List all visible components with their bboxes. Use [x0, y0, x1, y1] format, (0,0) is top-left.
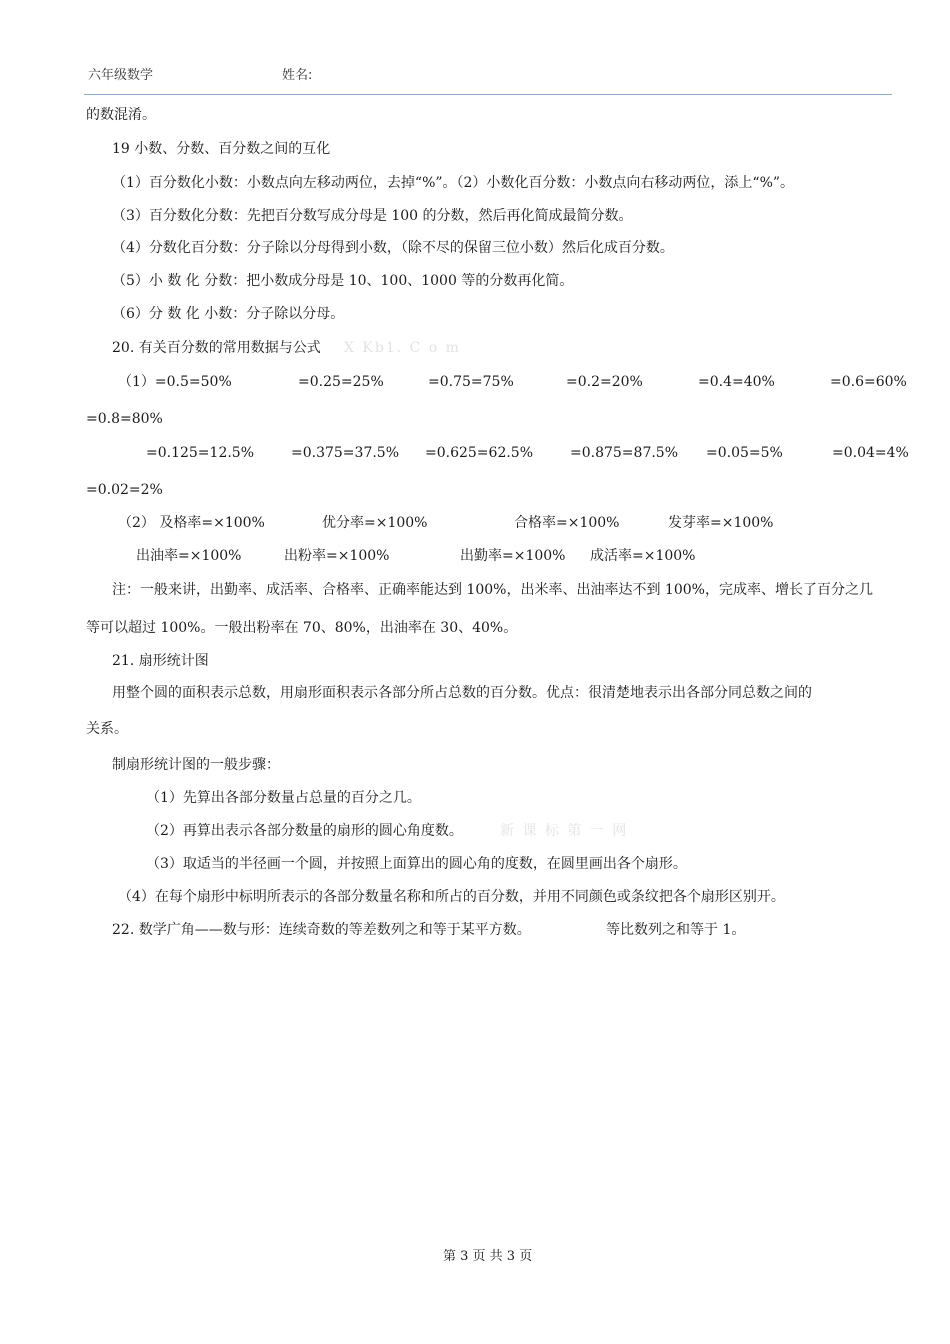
- rate-germination: 发芽率=×100%: [668, 515, 774, 531]
- s20-row1-item-1: （1）=0.5=50%: [118, 374, 232, 390]
- rate-flour: 出粉率=×100%: [284, 548, 390, 564]
- s20-row1-item-2: =0.25=25%: [298, 374, 384, 390]
- s19-item-2: （3）百分数化分数：先把百分数写成分母是 100 的分数，然后再化简成最简分数。: [112, 208, 633, 224]
- s21-step-4: （4）在每个扇形中标明所表示的各部分数量名称和所占的百分数，并用不同颜色或条纹把各个扇形区别开。: [118, 889, 785, 905]
- s20-row1-item-6: =0.6=60%: [830, 374, 907, 390]
- s20-row1-item-5: =0.4=40%: [698, 374, 775, 390]
- s19-item-4: （5）小 数 化 分数：把小数成分母是 10、100、1000 等的分数再化简。: [112, 273, 574, 289]
- s20-row2-item-5: =0.05=5%: [706, 445, 783, 461]
- header-divider: [84, 94, 892, 95]
- s20-row2-item-6: =0.04=4%: [832, 445, 909, 461]
- s20-row2-item-2: =0.375=37.5%: [291, 445, 400, 461]
- s21-step-1: （1）先算出各部分数量占总量的百分之几。: [146, 790, 421, 806]
- s20-row2-item-3: =0.625=62.5%: [425, 445, 534, 461]
- s21-desc-line-2: 关系。: [86, 721, 128, 737]
- s20-note-line-1: 注：一般来讲，出勤率、成活率、合格率、正确率能达到 100%，出米率、出油率达不到 100%，完成率、增长了百分之几: [112, 582, 873, 598]
- rate-attendance: 出勤率=×100%: [460, 548, 566, 564]
- s20-row2-wrap: =0.02=2%: [86, 482, 163, 498]
- s19-item-3: （4）分数化百分数：分子除以分母得到小数，（除不尽的保留三位小数）然后化成百分数。: [112, 240, 674, 256]
- rate-excellent: 优分率=×100%: [322, 515, 428, 531]
- s21-steps-title: 制扇形统计图的一般步骤：: [112, 757, 280, 773]
- watermark-xinkebiao: 新 课 标 第 一 网: [500, 823, 629, 839]
- rate-qualified: 合格率=×100%: [514, 515, 620, 531]
- section-20-title: 20. 有关百分数的常用数据与公式: [112, 340, 321, 356]
- s20-row1-wrap: =0.8=80%: [86, 411, 163, 427]
- rate-survival: 成活率=×100%: [590, 548, 696, 564]
- s19-item-5: （6）分 数 化 小数：分子除以分母。: [112, 306, 345, 322]
- header-subject: 六年级数学: [88, 68, 154, 83]
- s21-step-2: （2）再算出表示各部分数量的扇形的圆心角度数。: [146, 823, 463, 839]
- section-22-title: 22. 数学广角——数与形：连续奇数的等差数列之和等于某平方数。: [112, 922, 531, 938]
- section-19-title: 19 小数、分数、百分数之间的互化: [112, 141, 331, 157]
- s20-row2-item-4: =0.875=87.5%: [570, 445, 679, 461]
- s21-desc-line-1: 用整个圆的面积表示总数，用扇形面积表示各部分所占总数的百分数。优点：很清楚地表示出各部分同总数之间的: [112, 685, 812, 701]
- section-21-title: 21. 扇形统计图: [112, 653, 209, 669]
- s20-row1-item-3: =0.75=75%: [428, 374, 514, 390]
- s21-step-3: （3）取适当的半径画一个圆，并按照上面算出的圆心角的度数，在圆里画出各个扇形。: [146, 856, 687, 872]
- s19-item-1: （1）百分数化小数：小数点向左移动两位，去掉“%”。（2）小数化百分数：小数点向右移动两位，添上“%”。: [112, 175, 795, 191]
- s20-row1-item-4: =0.2=20%: [566, 374, 643, 390]
- section-22-tail: 等比数列之和等于 1。: [606, 922, 746, 938]
- page-number: 第 3 页 共 3 页: [443, 1249, 533, 1264]
- rate-pass: （2） 及格率=×100%: [118, 515, 265, 531]
- rate-oil: 出油率=×100%: [136, 548, 242, 564]
- intro-tail: 的数混淆。: [86, 107, 156, 123]
- header-name-label: 姓名:: [282, 68, 313, 83]
- s20-note-line-2: 等可以超过 100%。一般出粉率在 70、80%，出油率在 30、40%。: [86, 620, 518, 636]
- watermark-xkb1: X Kb1. C o m: [344, 340, 461, 356]
- s20-row2-item-1: =0.125=12.5%: [146, 445, 255, 461]
